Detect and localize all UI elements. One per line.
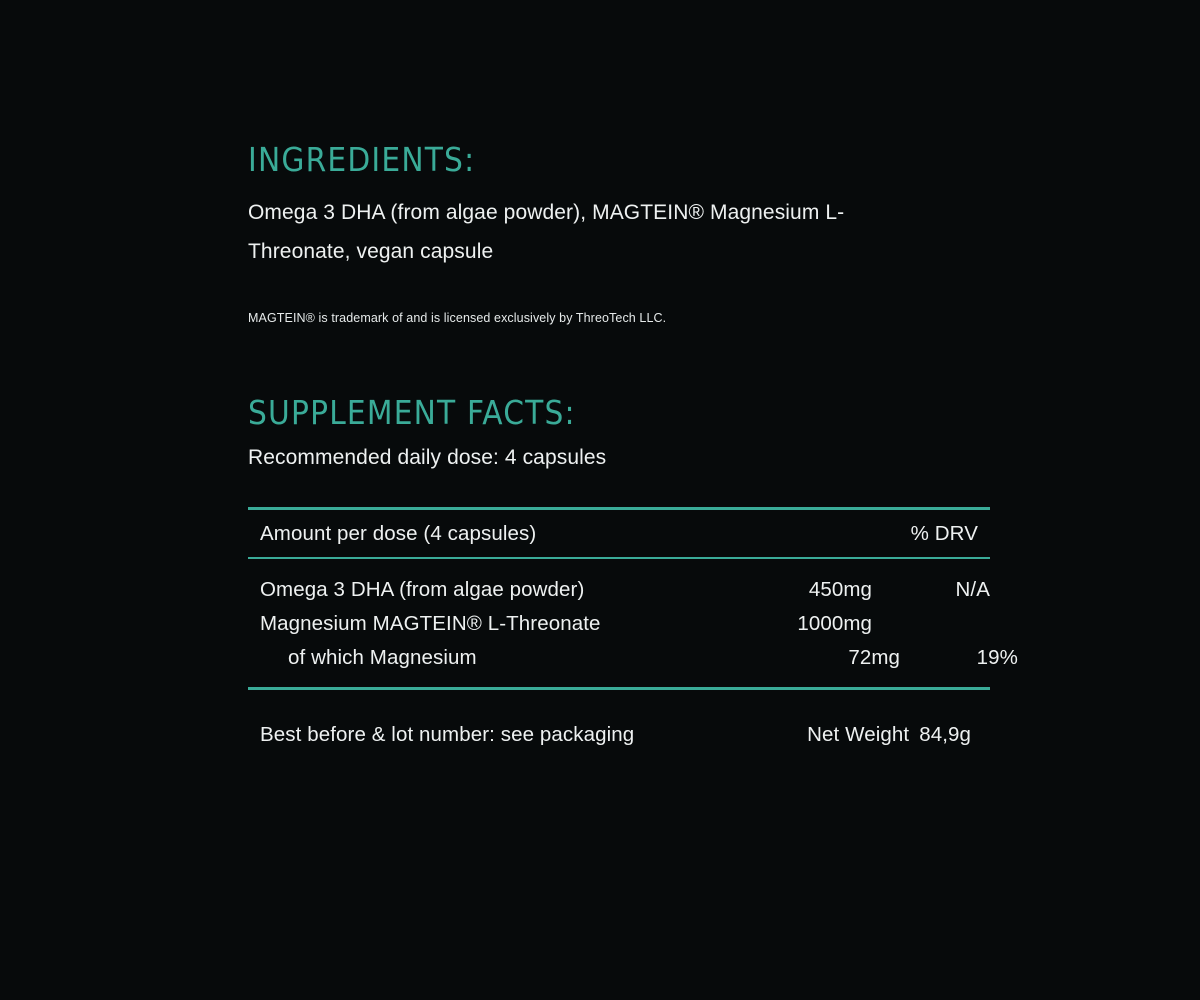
nutrient-amount: 1000mg — [797, 612, 872, 635]
label-footer — [248, 723, 988, 747]
ingredients-body-text: Omega 3 DHA (from algae powder), MAGTEIN® Magnesium L-Threonate, vegan capsule — [248, 201, 845, 263]
table-row — [260, 573, 990, 607]
nutrient-drv: 19% — [976, 646, 1018, 669]
table-row — [260, 641, 1018, 675]
nutrient-name: Magnesium MAGTEIN® L-Threonate — [260, 612, 601, 635]
nutrient-amount: 72mg — [848, 646, 900, 669]
net-weight — [795, 723, 988, 747]
nutrient-drv: N/A — [955, 578, 990, 601]
table-header-drv-label: % DRV — [910, 522, 978, 545]
table-header-row — [248, 510, 990, 557]
table-body — [248, 559, 1018, 687]
supplement-facts-section — [248, 393, 1018, 747]
supplement-facts-table — [248, 507, 1018, 690]
supplement-facts-title: SUPPLEMENT FACTS: — [248, 393, 576, 432]
trademark-note: MAGTEIN® is trademark of and is licensed exclusively by ThreoTech LLC. — [248, 311, 667, 325]
table-header-amount-label: Amount per dose (4 capsules) — [260, 522, 537, 545]
table-row — [260, 607, 990, 641]
net-weight-value: 84,9g — [919, 723, 971, 746]
best-before-text: Best before & lot number: see packaging — [260, 723, 635, 746]
ingredients-title: INGREDIENTS: — [248, 140, 476, 179]
label-content — [248, 140, 1018, 747]
nutrient-name: of which Magnesium — [288, 646, 477, 669]
net-weight-label: Net Weight — [807, 723, 910, 746]
recommended-dose-text: Recommended daily dose: 4 capsules — [248, 446, 607, 469]
table-bottom-rule — [248, 687, 990, 690]
nutrient-name: Omega 3 DHA (from algae powder) — [260, 578, 585, 601]
ingredients-section — [248, 140, 988, 325]
nutrient-amount: 450mg — [808, 578, 872, 601]
